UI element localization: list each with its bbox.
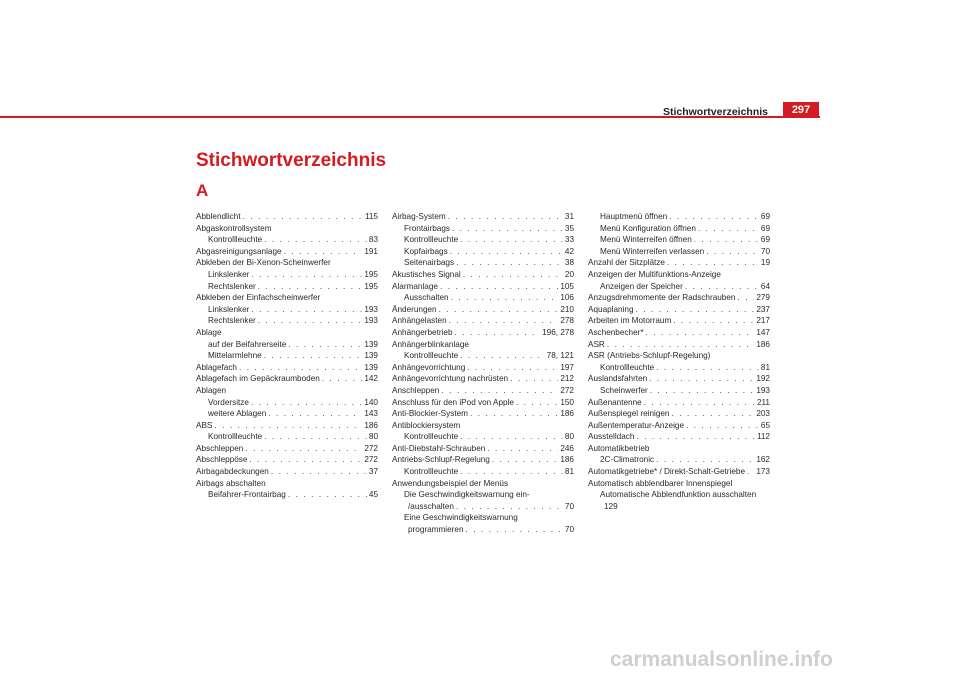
index-entry: [392, 431, 574, 443]
index-entry: [588, 269, 770, 281]
index-entry-term: Abschleppöse: [196, 455, 248, 465]
dot-leader: [649, 373, 754, 385]
index-entry-term: Kontrollleuchte: [404, 235, 459, 245]
index-entry: [588, 431, 770, 443]
index-entry-term: Anzahl der Sitzplätze: [588, 258, 665, 268]
dot-leader: [706, 246, 759, 258]
dot-leader: [239, 362, 362, 374]
index-entry-term: Kopfairbags: [404, 246, 448, 256]
index-entry: [588, 420, 770, 432]
dot-leader: [452, 223, 563, 235]
index-entry-page: 78, 121: [546, 351, 574, 361]
dot-leader: [667, 257, 759, 269]
index-entry-term: Automatisch abblendbarer Innenspiegel: [588, 478, 733, 488]
index-entry-term: Automatikgetriebe* / Direkt-Schalt-Getriebe: [588, 467, 745, 477]
dot-leader: [455, 327, 541, 339]
index-entry: [196, 234, 378, 246]
index-entry-term: Anhängelasten: [392, 316, 447, 326]
dot-leader: [671, 408, 754, 420]
index-entry: [392, 385, 574, 397]
index-entry-term: Aquaplaning: [588, 304, 634, 314]
index-column-1: [196, 211, 378, 501]
index-entry: [588, 257, 770, 269]
index-entry-term: 2C-Climatronic: [600, 455, 655, 465]
index-entry-term: 129: [604, 501, 618, 511]
index-entry-term: Änderungen: [392, 304, 437, 314]
index-entry-page: 31: [564, 212, 574, 221]
index-entry-page: 69: [760, 235, 770, 245]
index-entry-term: Kontrollleuchte: [404, 351, 459, 361]
index-column-2: [392, 211, 574, 536]
index-entry-term: Anhängerblinkanlage: [392, 339, 469, 349]
index-entry: [196, 223, 378, 235]
index-entry-page: 106: [560, 293, 574, 303]
index-entry-term: Abgasreinigungsanlage: [196, 246, 282, 256]
index-entry-term: Anzugsdrehmomente der Radschrauben: [588, 293, 736, 303]
index-entry-term: programmieren: [408, 525, 464, 535]
index-entry-page: 37: [368, 467, 378, 477]
index-entry-term: Mittelarmlehne: [208, 351, 262, 361]
dot-leader: [258, 315, 363, 327]
index-entry-page: 197: [560, 362, 574, 372]
dot-leader: [460, 466, 563, 478]
index-entry: [392, 397, 574, 409]
index-entry-term: Aschenbecher*: [588, 327, 644, 337]
watermark: carmanualsonline.info: [610, 648, 833, 671]
index-entry-term: Kontrollleuchte: [208, 432, 263, 442]
dot-leader: [251, 397, 362, 409]
index-entry-term: Antriebs-Schlupf-Regelung: [392, 455, 490, 465]
index-entry-term: Außenspiegel reinigen: [588, 409, 670, 419]
index-entry-term: Abkleben der Einfachscheinwerfer: [196, 293, 321, 303]
index-entry: [392, 292, 574, 304]
dot-leader: [516, 397, 558, 409]
index-entry-term: Vordersitze: [208, 397, 249, 407]
dot-leader: [607, 339, 754, 351]
index-entry-page: 246: [560, 443, 574, 453]
index-entry-term: Rechtslenker: [208, 316, 256, 326]
index-entry: [196, 327, 378, 339]
dot-leader: [487, 443, 558, 455]
index-entry-page: 38: [564, 258, 574, 268]
index-entry: [392, 478, 574, 490]
index-entry-term: ABS: [196, 420, 213, 430]
dot-leader: [258, 281, 363, 293]
index-entry-term: Anschluss für den iPod von Apple: [392, 397, 514, 407]
index-entry-term: Airbagabdeckungen: [196, 467, 269, 477]
dot-leader: [451, 292, 559, 304]
index-entry-page: 139: [364, 351, 378, 361]
dot-leader: [673, 315, 754, 327]
page-title: Stichwortverzeichnis: [196, 150, 387, 171]
dot-leader: [251, 269, 362, 281]
index-entry-term: Ablagen: [196, 385, 227, 395]
dot-leader: [470, 408, 558, 420]
dot-leader: [686, 420, 759, 432]
index-entry-term: Hauptmenü öffnen: [600, 212, 668, 221]
index-entry: [392, 489, 574, 501]
index-entry-term: Linkslenker: [208, 269, 250, 279]
index-entry: [196, 257, 378, 269]
dot-leader: [463, 269, 563, 281]
index-entry: [392, 269, 574, 281]
index-entry-page: 217: [756, 316, 770, 326]
index-entry: [392, 373, 574, 385]
index-entry: [196, 292, 378, 304]
index-entry: [588, 327, 770, 339]
dot-leader: [685, 281, 759, 293]
index-entry-term: Ablagefach: [196, 362, 237, 372]
index-entry-page: 140: [364, 397, 378, 407]
index-entry: [392, 362, 574, 374]
dot-leader: [466, 524, 563, 536]
index-entry: [588, 223, 770, 235]
index-entry-term: Rechtslenker: [208, 281, 256, 291]
dot-leader: [467, 362, 558, 374]
index-entry: [392, 350, 574, 362]
dot-leader: [264, 234, 367, 246]
index-entry-term: ASR: [588, 339, 605, 349]
index-entry: [196, 397, 378, 409]
index-entry: [588, 362, 770, 374]
dot-leader: [450, 246, 563, 258]
index-entry: [196, 489, 378, 501]
dot-leader: [439, 304, 559, 316]
index-entry-page: 173: [756, 467, 770, 477]
dot-leader: [460, 431, 563, 443]
index-entry: [588, 373, 770, 385]
index-entry: [392, 327, 574, 339]
index-entry: [196, 246, 378, 258]
index-entry-page: 65: [760, 420, 770, 430]
index-entry: [196, 443, 378, 455]
index-entry-term: Antiblockiersystem: [392, 420, 461, 430]
index-entry: [588, 339, 770, 351]
dot-leader: [747, 466, 754, 478]
index-entry: [588, 454, 770, 466]
index-entry-page: 162: [756, 455, 770, 465]
index-entry: [392, 234, 574, 246]
dot-leader: [510, 373, 558, 385]
index-entry-term: Außentemperatur-Anzeige: [588, 420, 685, 430]
index-entry: [392, 223, 574, 235]
index-entry-page: 186: [364, 420, 378, 430]
dot-leader: [698, 223, 759, 235]
index-entry: [196, 454, 378, 466]
index-entry-page: 193: [756, 385, 770, 395]
dot-leader: [441, 385, 558, 397]
index-entry-page: 70: [564, 501, 574, 511]
index-entry: [392, 443, 574, 455]
index-entry-page: 139: [364, 339, 378, 349]
index-entry-term: Alarmanlage: [392, 281, 438, 291]
index-entry-page: 195: [364, 269, 378, 279]
index-entry-term: Außenantenne: [588, 397, 642, 407]
index-entry: [196, 420, 378, 432]
dot-leader: [268, 408, 362, 420]
index-entry-page: 203: [756, 409, 770, 419]
index-entry: [588, 315, 770, 327]
index-entry-term: Kontrollleuchte: [404, 432, 459, 442]
index-entry: [588, 466, 770, 478]
index-entry: [588, 385, 770, 397]
index-entry-term: Ablage: [196, 327, 222, 337]
index-entry: [588, 211, 770, 223]
dot-leader: [322, 373, 363, 385]
index-entry-page: 42: [564, 246, 574, 256]
index-entry-term: Anzeigen der Speicher: [600, 281, 683, 291]
index-entry-page: 64: [760, 281, 770, 291]
index-entry-page: 147: [756, 327, 770, 337]
index-entry-term: Kontrollleuchte: [404, 467, 459, 477]
index-entry-term: Airbag-System: [392, 212, 446, 221]
index-entry-term: Abblendlicht: [196, 212, 241, 221]
index-entry-term: Ausstelldach: [588, 432, 635, 442]
index-entry-term: auf der Beifahrerseite: [208, 339, 287, 349]
index-entry-term: Anti-Diebstahl-Schrauben: [392, 443, 486, 453]
index-entry-term: Frontairbags: [404, 223, 450, 233]
index-entry: [588, 408, 770, 420]
dot-leader: [288, 489, 367, 501]
index-entry: [196, 350, 378, 362]
index-entry: [196, 362, 378, 374]
dot-leader: [214, 420, 362, 432]
header-section-title: Stichwortverzeichnis: [662, 106, 768, 118]
index-entry: [196, 431, 378, 443]
dot-leader: [636, 431, 755, 443]
index-entry: [588, 304, 770, 316]
index-entry-page: 192: [756, 374, 770, 384]
index-entry-page: 33: [564, 235, 574, 245]
index-entry-term: Menü Konfiguration öffnen: [600, 223, 696, 233]
index-entry-term: Kontrollleuchte: [208, 235, 263, 245]
page-number: 297: [783, 102, 819, 118]
section-letter: A: [196, 181, 209, 200]
index-entry-page: 69: [760, 212, 770, 221]
index-entry: [392, 420, 574, 432]
index-entry-term: Die Geschwindigkeitswarnung ein-: [404, 490, 530, 500]
index-entry-page: 143: [364, 409, 378, 419]
index-entry-page: 193: [364, 304, 378, 314]
index-entry-term: Automatische Abblendfunktion ausschalten: [600, 490, 757, 500]
index-entry-term: Ablagefach im Gepäckraumboden: [196, 374, 320, 384]
index-entry: [196, 408, 378, 420]
index-entry-term: Beifahrer-Frontairbag: [208, 490, 286, 500]
index-entry-term: Airbags abschalten: [196, 478, 266, 488]
index-entry: [588, 501, 770, 513]
index-entry-page: 81: [760, 362, 770, 372]
dot-leader: [656, 362, 759, 374]
index-entry-term: Menü Winterreifen verlassen: [600, 246, 705, 256]
index-entry-page: 81: [564, 467, 574, 477]
index-entry-term: Arbeiten im Motorraum: [588, 316, 672, 326]
dot-leader: [456, 501, 563, 513]
dot-leader: [249, 454, 362, 466]
index-entry: [588, 397, 770, 409]
index-entry-term: Anzeigen der Multifunktions-Anzeige: [588, 269, 721, 279]
index-entry: [392, 257, 574, 269]
index-entry: [588, 281, 770, 293]
dot-leader: [737, 292, 754, 304]
index-entry-term: Anhängevorrichtung nachrüsten: [392, 374, 509, 384]
index-entry-page: 70: [564, 525, 574, 535]
dot-leader: [650, 385, 755, 397]
index-entry-page: 211: [756, 397, 770, 407]
dot-leader: [492, 454, 558, 466]
index-entry-page: 212: [560, 374, 574, 384]
index-entry-term: Abgaskontrollsystem: [196, 223, 272, 233]
dot-leader: [646, 327, 755, 339]
index-entry-page: 272: [560, 385, 574, 395]
index-entry-page: 150: [560, 397, 574, 407]
index-entry-term: Scheinwerfer: [600, 385, 648, 395]
index-entry-page: 83: [368, 235, 378, 245]
index-entry-page: 186: [560, 455, 574, 465]
index-entry-page: 279: [756, 293, 770, 303]
index-entry: [588, 246, 770, 258]
index-entry-term: Anwendungsbeispiel der Menüs: [392, 478, 509, 488]
index-entry-term: Ausschalten: [404, 293, 449, 303]
index-entry-term: Linkslenker: [208, 304, 250, 314]
dot-leader: [694, 234, 759, 246]
index-entry: [588, 478, 770, 490]
index-entry-term: ASR (Antriebs-Schlupf-Regelung): [588, 351, 711, 361]
dot-leader: [440, 281, 558, 293]
dot-leader: [264, 350, 363, 362]
index-entry-term: weitere Ablagen: [208, 409, 267, 419]
index-entry: [196, 211, 378, 223]
dot-leader: [284, 246, 363, 258]
index-entry-page: 191: [364, 246, 378, 256]
index-entry-term: /ausschalten: [408, 501, 454, 511]
index-entry: [196, 466, 378, 478]
dot-leader: [245, 443, 362, 455]
index-entry: [588, 292, 770, 304]
index-entry-page: 35: [564, 223, 574, 233]
index-entry-term: Anschleppen: [392, 385, 440, 395]
index-entry-page: 272: [364, 443, 378, 453]
index-entry-page: 80: [368, 432, 378, 442]
index-entry-term: Kontrollleuchte: [600, 362, 655, 372]
index-entry-page: 195: [364, 281, 378, 291]
dot-leader: [271, 466, 367, 478]
index-entry: [196, 385, 378, 397]
index-entry-term: Eine Geschwindigkeitswarnung: [404, 513, 518, 523]
index-entry-page: 272: [364, 455, 378, 465]
index-entry-term: Abkleben der Bi-Xenon-Scheinwerfer: [196, 258, 331, 268]
dot-leader: [251, 304, 362, 316]
index-entry-page: 105: [560, 281, 574, 291]
dot-leader: [669, 211, 759, 223]
index-entry-page: 19: [760, 258, 770, 268]
index-entry-page: 70: [760, 246, 770, 256]
index-entry: [196, 269, 378, 281]
index-entry-term: Auslandsfahrten: [588, 374, 648, 384]
dot-leader: [460, 234, 563, 246]
index-entry: [392, 408, 574, 420]
index-entry-page: 186: [756, 339, 770, 349]
dot-leader: [288, 339, 362, 351]
index-entry-page: 237: [756, 304, 770, 314]
index-entry: [392, 524, 574, 536]
index-entry-page: 196, 278: [542, 327, 574, 337]
index-entry-page: 186: [560, 409, 574, 419]
index-entry: [392, 454, 574, 466]
index-entry: [196, 373, 378, 385]
index-entry: [392, 281, 574, 293]
index-entry: [196, 478, 378, 490]
index-entry: [392, 512, 574, 524]
dot-leader: [460, 350, 545, 362]
index-entry-page: 142: [364, 374, 378, 384]
index-entry: [588, 350, 770, 362]
dot-leader: [264, 431, 367, 443]
index-entry: [392, 501, 574, 513]
index-entry: [196, 315, 378, 327]
index-entry-term: Akustisches Signal: [392, 269, 461, 279]
index-entry-page: 210: [560, 304, 574, 314]
index-column-3: [588, 211, 770, 512]
index-entry: [196, 304, 378, 316]
index-entry-page: 278: [560, 316, 574, 326]
index-entry: [392, 339, 574, 351]
index-entry: [588, 443, 770, 455]
index-entry-term: Anhängevorrichtung: [392, 362, 466, 372]
dot-leader: [449, 315, 559, 327]
index-entry-term: Seitenairbags: [404, 258, 455, 268]
index-entry: [392, 304, 574, 316]
index-entry-term: Anti-Blockier-System: [392, 409, 468, 419]
index-entry: [392, 246, 574, 258]
dot-leader: [656, 454, 754, 466]
dot-leader: [456, 257, 563, 269]
index-entry-term: Abschleppen: [196, 443, 244, 453]
index-entry-page: 193: [364, 316, 378, 326]
dot-leader: [448, 211, 563, 223]
index-entry: [392, 466, 574, 478]
dot-leader: [644, 397, 755, 409]
index-entry-term: Anhängerbetrieb: [392, 327, 453, 337]
index-entry-page: 139: [364, 362, 378, 372]
index-entry: [196, 281, 378, 293]
index-entry-page: 80: [564, 432, 574, 442]
index-entry-term: Menü Winterreifen öffnen: [600, 235, 692, 245]
dot-leader: [636, 304, 755, 316]
index-entry-page: 45: [368, 490, 378, 500]
index-entry-page: 115: [364, 212, 378, 221]
index-entry-page: 112: [756, 432, 770, 442]
index-entry-page: 69: [760, 223, 770, 233]
index-entry-term: Automatikbetrieb: [588, 443, 650, 453]
index-entry: [392, 315, 574, 327]
dot-leader: [243, 211, 363, 223]
index-entry: [588, 489, 770, 501]
index-entry: [588, 234, 770, 246]
index-entry: [392, 211, 574, 223]
index-entry: [196, 339, 378, 351]
index-entry-page: 20: [564, 269, 574, 279]
